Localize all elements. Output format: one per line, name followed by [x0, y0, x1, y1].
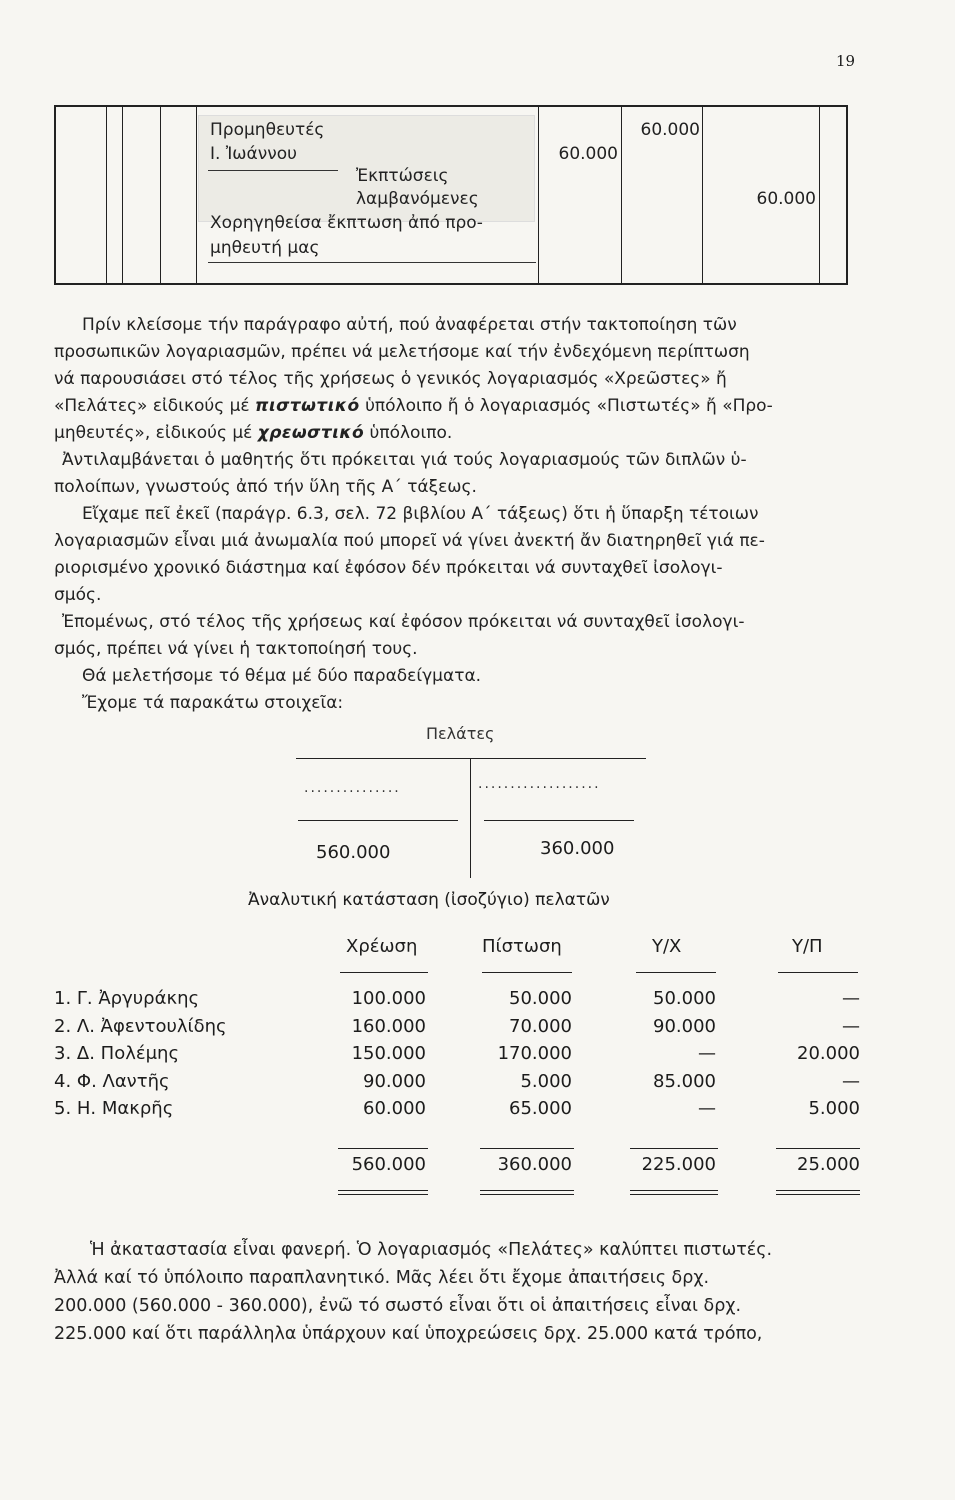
- debit-balance-value: 85.000: [653, 1070, 716, 1092]
- debit-value: 160.000: [351, 1015, 426, 1037]
- t-account-divider: [470, 758, 471, 878]
- customer-name: 4. Φ. Λαντῆς: [54, 1070, 170, 1092]
- total-debit: 560.000: [351, 1154, 426, 1175]
- text-span: ὑπόλοιπο ἤ ὁ λογαριασμός «Πιστωτές» ἤ «Προ-: [359, 396, 773, 416]
- double-underline: [480, 1190, 574, 1195]
- column-divider: [196, 107, 197, 283]
- customer-name: 5. Η. Μακρῆς: [54, 1098, 174, 1119]
- t-account-dots: ...................: [478, 776, 601, 792]
- credit-balance-value: —: [842, 988, 860, 1009]
- totals-line: [630, 1148, 718, 1149]
- underline: [208, 170, 338, 171]
- text-line: 200.000 (560.000 - 360.000), ἐνῶ τό σωστό εἶναι ὅτι οἱ ἀπαιτήσεις εἶναι δρχ.: [54, 1296, 742, 1316]
- t-account-debit-total: 560.000: [316, 842, 391, 863]
- text-line: ριορισμένο χρονικό διάστημα καί ἐφόσον δέν πρόκειται νά συνταχθεῖ ἰσολογι-: [54, 558, 723, 578]
- totals-line: [776, 1148, 860, 1149]
- customer-name: 2. Λ. Ἀφεντουλίδης: [54, 1015, 227, 1037]
- t-account-subtotal-line: [298, 820, 458, 821]
- text-line: [54, 420, 854, 447]
- total-credit: 360.000: [497, 1154, 572, 1175]
- t-account-title: Πελάτες: [426, 724, 495, 743]
- total-credit-balance: 25.000: [797, 1154, 860, 1175]
- column-divider: [702, 107, 703, 283]
- credit-value: 70.000: [509, 1015, 572, 1037]
- paragraph-closing: [54, 1236, 854, 1348]
- double-underline: [630, 1190, 718, 1195]
- header-underline: [482, 972, 572, 973]
- journal-account: Ἐκπτώσεις: [356, 166, 449, 186]
- text-line: Πρίν κλείσομε τήν παράγραφο αὐτή, πού ἀναφέρεται στήν τακτοποίηση τῶν: [82, 315, 737, 335]
- credit-balance-value: 5.000: [808, 1098, 860, 1119]
- emphasis-text: πιστωτικό: [255, 396, 360, 416]
- paragraph-intro: [54, 312, 854, 717]
- credit-balance-value: —: [842, 1015, 860, 1037]
- journal-description: μηθευτή μας: [210, 238, 320, 258]
- text-line: σμός, πρέπει νά γίνει ἡ τακτοποίησή τους.: [54, 639, 418, 659]
- text-line: Εἴχαμε πεῖ ἐκεῖ (παράγρ. 6.3, σελ. 72 βιβλίου Α΄ τάξεως) ὅτι ἡ ὕπαρξη τέτοιων: [82, 504, 759, 524]
- journal-account: λαμβανόμενες: [356, 189, 479, 209]
- journal-table: [54, 105, 848, 285]
- credit-balance-value: 20.000: [797, 1043, 860, 1064]
- credit-value: 65.000: [509, 1098, 572, 1119]
- header-underline: [636, 972, 716, 973]
- page-number: 19: [836, 52, 856, 70]
- t-account-subtotal-line: [484, 820, 634, 821]
- credit-value: 50.000: [509, 988, 572, 1009]
- debit-value: 90.000: [363, 1070, 426, 1092]
- total-debit-balance: 225.000: [641, 1154, 716, 1175]
- journal-amount: 60.000: [558, 144, 618, 164]
- customer-name: 3. Δ. Πολέμης: [54, 1043, 180, 1064]
- analysis-title: Ἀναλυτική κατάσταση (ἰσοζύγιο) πελατῶν: [248, 890, 610, 910]
- emphasis-text: χρεωστικό: [257, 423, 365, 443]
- text-line: πολοίπων, γνωστούς ἀπό τήν ὕλη τῆς Α΄ τάξεως.: [54, 477, 477, 497]
- debit-value: 60.000: [363, 1098, 426, 1119]
- debit-balance-value: 50.000: [653, 988, 716, 1009]
- t-account-top-line: [296, 758, 646, 759]
- column-divider: [106, 107, 107, 283]
- text-line: λογαριασμῶν εἶναι μιά ἀνωμαλία πού μπορεῖ νά γίνει ἀνεκτή ἄν διατηρηθεῖ γιά πε-: [54, 531, 765, 551]
- header-debit: Χρέωση: [346, 936, 418, 957]
- text-line: Ἐπομένως, στό τέλος τῆς χρήσεως καί ἐφόσον πρόκειται νά συνταχθεῖ ἰσολογι-: [62, 612, 745, 632]
- text-span: μηθευτές», εἰδικούς μέ: [54, 423, 258, 443]
- journal-account: Ι. Ἰωάννου: [210, 144, 297, 164]
- journal-account: Προμηθευτές: [210, 120, 325, 140]
- debit-value: 150.000: [351, 1043, 426, 1064]
- text-line: προσωπικῶν λογαριασμῶν, πρέπει νά μελετήσομε καί τήν ἐνδεχόμενη περίπτωση: [54, 342, 750, 362]
- text-span: «Πελάτες» εἰδικούς μέ: [54, 396, 255, 416]
- debit-value: 100.000: [351, 988, 426, 1009]
- column-divider: [621, 107, 622, 283]
- journal-amount: 60.000: [640, 120, 700, 140]
- text-line: 225.000 καί ὅτι παράλληλα ὑπάρχουν καί ὑποχρεώσεις δρχ. 25.000 κατά τρόπο,: [54, 1324, 763, 1344]
- text-line: Θά μελετήσομε τό θέμα μέ δύο παραδείγματα.: [82, 666, 482, 686]
- text-line: Ἀντιλαμβάνεται ὁ μαθητής ὅτι πρόκειται γιά τούς λογαριασμούς τῶν διπλῶν ὑ-: [62, 450, 747, 470]
- column-divider: [819, 107, 820, 283]
- credit-balance-value: —: [842, 1070, 860, 1092]
- t-account-credit-total: 360.000: [540, 838, 615, 859]
- text-line: νά παρουσιάσει στό τέλος τῆς χρήσεως ὁ γενικός λογαριασμός «Χρεῶστες» ἤ: [54, 369, 727, 389]
- double-underline: [338, 1190, 428, 1195]
- credit-value: 5.000: [520, 1070, 572, 1092]
- header-underline: [340, 972, 428, 973]
- credit-value: 170.000: [497, 1043, 572, 1064]
- column-divider: [538, 107, 539, 283]
- text-span: ὑπόλοιπο.: [364, 423, 453, 443]
- text-line: Ἔχομε τά παρακάτω στοιχεῖα:: [82, 693, 344, 713]
- text-line: Ἡ ἀκαταστασία εἶναι φανερή. Ὁ λογαριασμός «Πελάτες» καλύπτει πιστωτές.: [90, 1240, 773, 1260]
- totals-line: [338, 1148, 428, 1149]
- journal-description: Χορηγηθείσα ἔκπτωση ἀπό προ-: [210, 213, 483, 233]
- header-credit-balance: Υ/Π: [792, 936, 823, 957]
- debit-balance-value: 90.000: [653, 1015, 716, 1037]
- text-line: [54, 393, 854, 420]
- double-underline: [776, 1190, 860, 1195]
- text-line: σμός.: [54, 585, 102, 605]
- debit-balance-value: —: [698, 1098, 716, 1119]
- t-account-dots: ...............: [304, 780, 401, 796]
- column-divider: [160, 107, 161, 283]
- header-credit: Πίστωση: [482, 936, 562, 957]
- journal-amount: 60.000: [756, 189, 816, 209]
- header-debit-balance: Υ/Χ: [652, 936, 682, 957]
- text-line: Ἀλλά καί τό ὑπόλοιπο παραπλανητικό. Μᾶς λέει ὅτι ἔχομε ἀπαιτήσεις δρχ.: [54, 1268, 710, 1288]
- debit-balance-value: —: [698, 1043, 716, 1064]
- column-divider: [122, 107, 123, 283]
- totals-line: [480, 1148, 574, 1149]
- customer-name: 1. Γ. Ἀργυράκης: [54, 988, 200, 1009]
- underline: [208, 262, 536, 263]
- header-underline: [778, 972, 858, 973]
